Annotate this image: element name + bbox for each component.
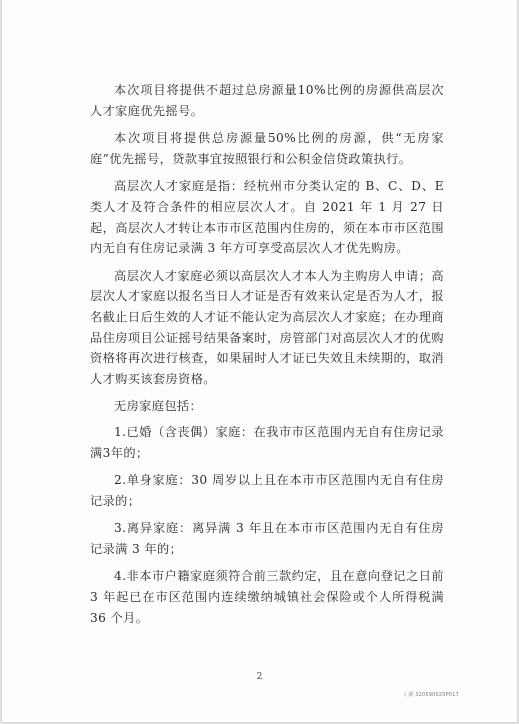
list-item-single: 2.单身家庭：30 周岁以上且在本市市区范围内无自有住房记录的； (90, 473, 444, 508)
list-item-divorced: 3.离异家庭：离异满 3 年且在本市市区范围内无自有住房记录满 3 年的； (90, 521, 444, 556)
paragraph-no-house-quota: 本次项目将提供总房源量50%比例的房源，供“无房家庭”优先摇号，贷款事宜按照银行和公积金信贷政策执行。 (90, 131, 444, 166)
list-item-married: 1.已婚（含丧偶）家庭：在我市市区范围内无自有住房记录满3年的； (90, 424, 444, 460)
paragraph-no-house-heading: 无房家庭包括： (114, 399, 203, 414)
paragraph-talent-quota: 本次项目将提供不超过总房源量10%比例的房源供高层次人才家庭优先摇号。 (90, 83, 444, 118)
page-number: 2 (256, 672, 263, 682)
paragraph-talent-requirements: 高层次人才家庭必须以高层次人才本人为主购房人申请；高层次人才家庭以报名当日人才证是否有效来认定是否为人才，报名截止日后生效的人才证不能认定为高层次人才家庭；在办理商品住房项目公证摇号结果备案时，房管部门对高层次人才的优购资格将再次进行核查，如果届时人才证已失效且未续期的，取消人才购买该套房资格。 (90, 268, 444, 386)
document-page (2, 0, 517, 722)
paragraph-talent-definition: 高层次人才家庭是指：经杭州市分类认定的 B、C、D、E 类人才及符合条件的相应层次人才。自 2021 年 1 月 27 日起，高层次人才转让本市市区范围内住房的，须在本市市区范围内无自有住房记录满 3 年方可享受高层次人才优先购房。 (90, 179, 444, 256)
document-code: ( 浙 320590020P017 (404, 692, 459, 698)
document-body (90, 80, 444, 635)
list-item-non-local: 4.非本市户籍家庭须符合前三款约定，且在意向登记之日前 3 年起已在市区范围内连续缴纳城镇社会保险或个人所得税满 36 个月。 (90, 569, 444, 625)
